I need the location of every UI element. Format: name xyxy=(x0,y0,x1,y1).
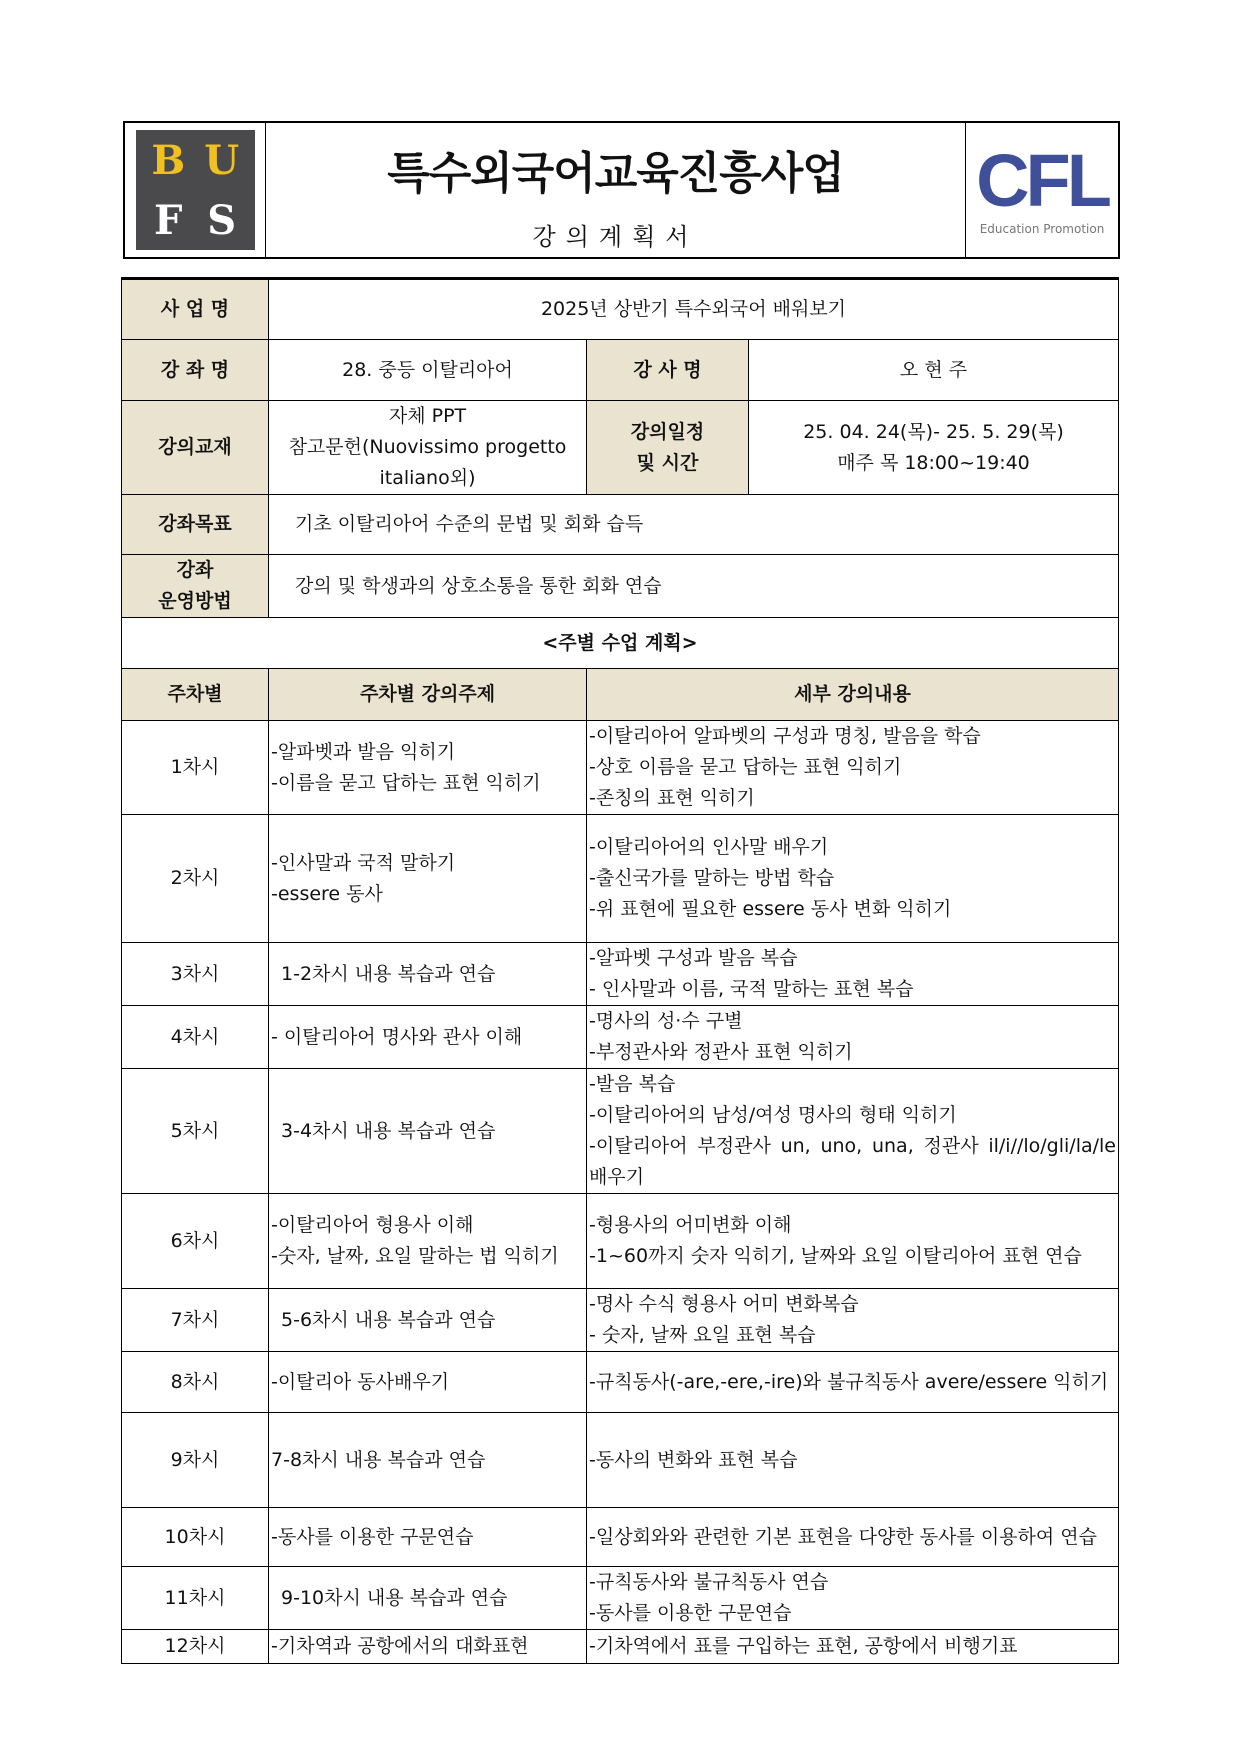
detail-line: -상호 이름을 묻고 답하는 표현 익히기 xyxy=(589,756,902,778)
detail-line: -1~60까지 숫자 익히기, 날짜와 요일 이탈리아어 표현 연습 xyxy=(589,1245,1082,1267)
bufs-logo-cell xyxy=(125,123,266,257)
col-header-topic: 주차별 강의주제 xyxy=(269,669,587,721)
week-detail xyxy=(587,1567,1119,1630)
detail-line: -이탈리아어의 인사말 배우기 xyxy=(589,836,829,858)
col-header-week: 주차별 xyxy=(122,669,269,721)
col-header-detail: 세부 강의내용 xyxy=(587,669,1119,721)
week-row xyxy=(122,1630,1119,1664)
detail-line: -알파벳 구성과 발음 복습 xyxy=(589,947,798,969)
method-label xyxy=(122,555,269,618)
topic-line: -이름을 묻고 답하는 표현 익히기 xyxy=(271,771,541,794)
week-topic xyxy=(269,1006,587,1069)
week-row xyxy=(122,1289,1119,1352)
detail-line: -부정관사와 정관사 표현 익히기 xyxy=(589,1041,853,1063)
week-topic xyxy=(269,1413,587,1508)
document-title: 특수외국어교육진흥사업 xyxy=(387,148,844,199)
goal-value: 기초 이탈리아어 수준의 문법 및 회화 습득 xyxy=(269,495,1119,555)
weekly-title-row xyxy=(122,618,1119,669)
week-detail xyxy=(587,1630,1119,1664)
week-detail xyxy=(587,721,1119,815)
week-detail xyxy=(587,1069,1119,1194)
week-label: 4차시 xyxy=(122,1006,269,1069)
week-label: 11차시 xyxy=(122,1567,269,1630)
week-label: 2차시 xyxy=(122,815,269,943)
logo-letter: B xyxy=(151,136,186,184)
course-label: 강 좌 명 xyxy=(122,340,269,401)
week-label: 6차시 xyxy=(122,1194,269,1289)
topic-line: -기차역과 공항에서의 대화표현 xyxy=(271,1635,529,1657)
week-row xyxy=(122,721,1119,815)
schedule-line: 매주 목 18:00~19:40 xyxy=(837,451,1030,474)
week-row xyxy=(122,1194,1119,1289)
detail-line: -명사 수식 형용사 어미 변화복습 xyxy=(589,1293,859,1315)
project-label: 사 업 명 xyxy=(122,279,269,340)
cfl-logo-tagline: Education Promotion xyxy=(979,222,1105,236)
detail-line: -위 표현에 필요한 essere 동사 변화 익히기 xyxy=(589,898,952,920)
detail-line: -동사의 변화와 표현 복습 xyxy=(589,1448,798,1471)
week-label: 1차시 xyxy=(122,721,269,815)
instructor-value: 오 현 주 xyxy=(749,340,1119,401)
detail-line: - 숫자, 날짜 요일 표현 복습 xyxy=(589,1324,816,1346)
method-label-line: 강좌 xyxy=(176,559,214,581)
week-topic xyxy=(269,721,587,815)
title-cell xyxy=(266,123,966,257)
detail-line: - 인사말과 이름, 국적 말하는 표현 복습 xyxy=(589,978,914,1000)
week-detail xyxy=(587,1194,1119,1289)
detail-line: -일상회와와 관련한 기본 표현을 다양한 동사를 이용하여 연습 xyxy=(589,1525,1097,1548)
topic-line: - 이탈리아어 명사와 관사 이해 xyxy=(271,1025,523,1048)
week-detail xyxy=(587,1508,1119,1567)
topic-line: 1-2차시 내용 복습과 연습 xyxy=(281,962,496,985)
detail-line: -명사의 성·수 구별 xyxy=(589,1010,743,1032)
textbook-row xyxy=(122,401,1119,495)
weekly-header-row xyxy=(122,669,1119,721)
detail-line: -기차역에서 표를 구입하는 표현, 공항에서 비행기표 xyxy=(589,1635,1018,1657)
schedule-label xyxy=(587,401,749,495)
week-label: 9차시 xyxy=(122,1413,269,1508)
document-subtitle: 강의계획서 xyxy=(532,223,699,251)
schedule-label-line: 강의일정 xyxy=(630,420,705,443)
topic-line: -동사를 이용한 구문연습 xyxy=(271,1525,474,1548)
week-detail xyxy=(587,1289,1119,1352)
method-row xyxy=(122,555,1119,618)
topic-line: 5-6차시 내용 복습과 연습 xyxy=(281,1308,496,1331)
logo-letter: S xyxy=(207,196,237,244)
document-header xyxy=(123,121,1120,259)
week-row xyxy=(122,1006,1119,1069)
textbook-line: italiano외) xyxy=(379,467,476,489)
goal-label: 강좌목표 xyxy=(122,495,269,555)
week-row xyxy=(122,815,1119,943)
week-detail xyxy=(587,1006,1119,1069)
week-label: 8차시 xyxy=(122,1352,269,1413)
detail-line: -출신국가를 말하는 방법 학습 xyxy=(589,867,835,889)
topic-line: 9-10차시 내용 복습과 연습 xyxy=(281,1586,508,1609)
schedule-value xyxy=(749,401,1119,495)
week-topic xyxy=(269,1508,587,1567)
week-detail xyxy=(587,815,1119,943)
week-label: 5차시 xyxy=(122,1069,269,1194)
textbook-value xyxy=(269,401,587,495)
schedule-line: 25. 04. 24(목)- 25. 5. 29(목) xyxy=(803,420,1064,443)
week-topic xyxy=(269,1352,587,1413)
detail-line: -이탈리아어 부정관사 un, uno, una, 정관사 il/i//lo/gli/la/le 배우기 xyxy=(589,1135,1116,1188)
cfl-logo xyxy=(966,123,1118,257)
week-topic xyxy=(269,1069,587,1194)
course-plan-table xyxy=(121,277,1119,1664)
course-row xyxy=(122,340,1119,401)
week-topic xyxy=(269,1194,587,1289)
textbook-line: 자체 PPT xyxy=(388,405,467,427)
week-topic xyxy=(269,1567,587,1630)
topic-line: -숫자, 날짜, 요일 말하는 법 익히기 xyxy=(271,1245,559,1267)
week-label: 7차시 xyxy=(122,1289,269,1352)
topic-line: -알파벳과 발음 익히기 xyxy=(271,740,456,763)
week-detail xyxy=(587,1352,1119,1413)
topic-line: -인사말과 국적 말하기 xyxy=(271,851,456,874)
week-row xyxy=(122,1508,1119,1567)
schedule-label-line: 및 시간 xyxy=(636,451,699,474)
week-row xyxy=(122,943,1119,1006)
detail-line: -규칙동사(-are,-ere,-ire)와 불규칙동사 avere/essere 익히기 xyxy=(589,1370,1109,1393)
detail-line: -이탈리아어의 남성/여성 명사의 형태 익히기 xyxy=(589,1104,957,1126)
week-topic xyxy=(269,943,587,1006)
cfl-logo-text: CFL xyxy=(976,139,1108,222)
week-row xyxy=(122,1413,1119,1508)
instructor-label: 강 사 명 xyxy=(587,340,749,401)
week-row xyxy=(122,1069,1119,1194)
detail-line: -형용사의 어미변화 이해 xyxy=(589,1214,792,1236)
project-value: 2025년 상반기 특수외국어 배워보기 xyxy=(269,279,1119,340)
detail-line: -이탈리아어 알파벳의 구성과 명칭, 발음을 학습 xyxy=(589,725,981,747)
weekly-plan-title: <주별 수업 계획> xyxy=(122,618,1119,669)
week-topic xyxy=(269,1289,587,1352)
topic-line: -이탈리아 동사배우기 xyxy=(271,1370,450,1393)
logo-letter: F xyxy=(154,196,183,244)
textbook-label: 강의교재 xyxy=(122,401,269,495)
project-row xyxy=(122,279,1119,340)
week-label: 3차시 xyxy=(122,943,269,1006)
topic-line: -이탈리아어 형용사 이해 xyxy=(271,1214,474,1236)
week-label: 12차시 xyxy=(122,1630,269,1664)
topic-line: 3-4차시 내용 복습과 연습 xyxy=(281,1119,496,1142)
topic-line: -essere 동사 xyxy=(271,882,383,905)
detail-line: -발음 복습 xyxy=(589,1073,676,1095)
week-topic xyxy=(269,815,587,943)
logo-letter: U xyxy=(204,136,240,184)
detail-line: -규칙동사와 불규칙동사 연습 xyxy=(589,1571,829,1593)
detail-line: -존칭의 표현 익히기 xyxy=(589,787,755,809)
course-value: 28. 중등 이탈리아어 xyxy=(269,340,587,401)
week-detail xyxy=(587,943,1119,1006)
week-topic xyxy=(269,1630,587,1664)
week-label: 10차시 xyxy=(122,1508,269,1567)
week-row xyxy=(122,1567,1119,1630)
detail-line: -동사를 이용한 구문연습 xyxy=(589,1602,792,1624)
method-value: 강의 및 학생과의 상호소통을 통한 회화 연습 xyxy=(269,555,1119,618)
topic-line: 7-8차시 내용 복습과 연습 xyxy=(271,1448,486,1471)
method-label-line: 운영방법 xyxy=(158,590,232,612)
goal-row xyxy=(122,495,1119,555)
textbook-line: 참고문헌(Nuovissimo progetto xyxy=(288,436,567,458)
week-row xyxy=(122,1352,1119,1413)
bufs-logo xyxy=(136,130,255,250)
week-detail xyxy=(587,1413,1119,1508)
